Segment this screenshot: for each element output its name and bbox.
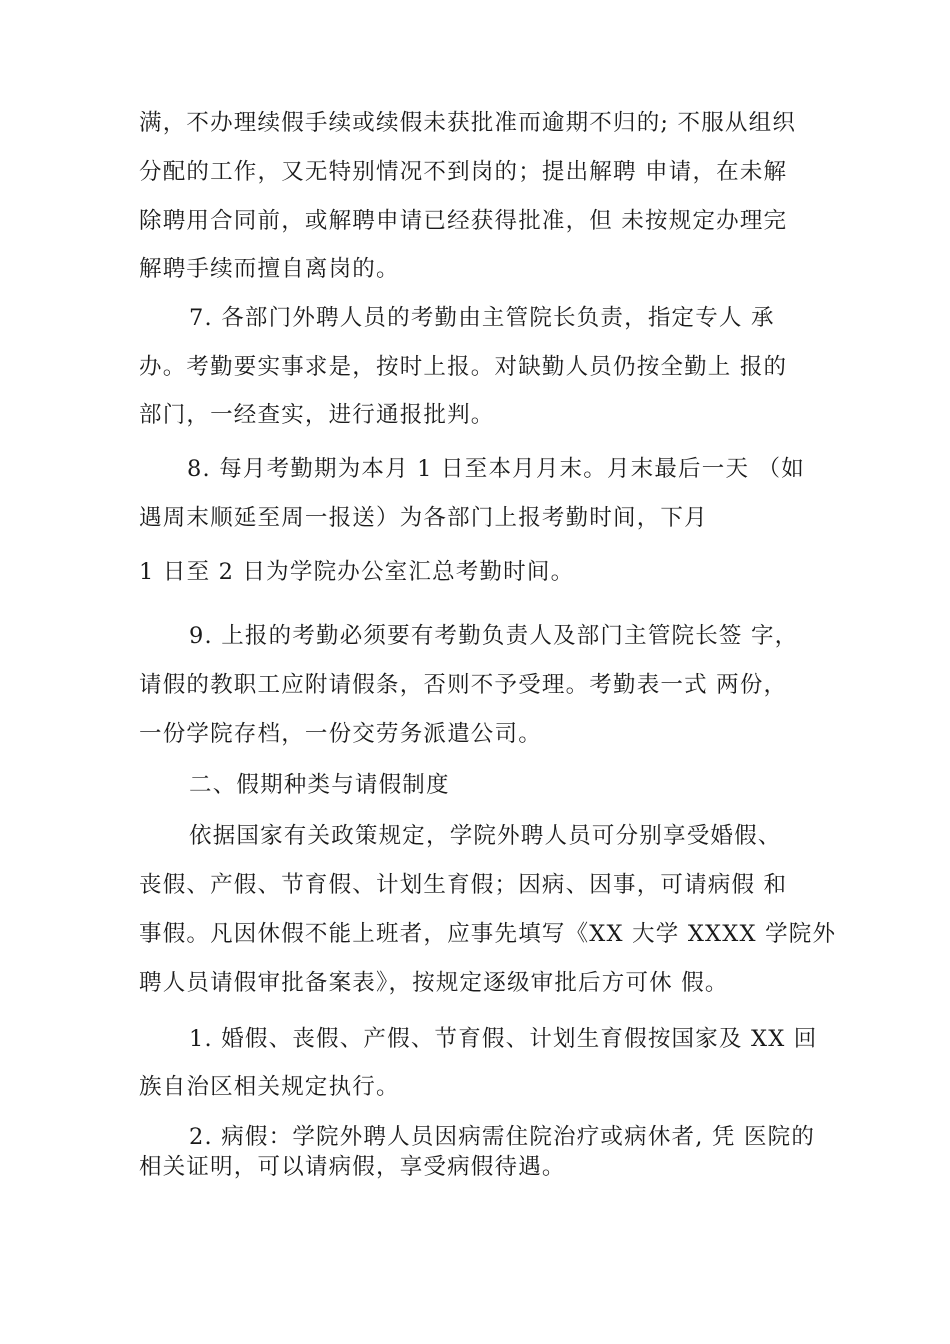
text-line: 事假。凡因休假不能上班者，应事先填写《XX 大学 XXXX 学院外 (139, 921, 837, 947)
section-heading: 二、假期种类与请假制度 (189, 772, 450, 798)
text-line: 8. 每月考勤期为本月 1 日至本月月末。月末最后一天 （如 (187, 456, 805, 482)
text-line: 满，不办理续假手续或续假未获批准而逾期不归的; 不服从组织 (139, 110, 797, 136)
text-line: 相关证明，可以请病假，享受病假待遇。 (139, 1154, 566, 1180)
text-line: 办。考勤要实事求是，按时上报。对缺勤人员仍按全勤上 报的 (139, 354, 788, 380)
text-line: 1. 婚假、丧假、产假、节育假、计划生育假按国家及 XX 回 (189, 1026, 818, 1052)
text-line: 丧假、产假、节育假、计划生育假；因病、因事，可请病假 和 (139, 872, 788, 898)
text-line: 部门，一经查实，进行通报批判。 (139, 402, 495, 428)
text-line: 依据国家有关政策规定，学院外聘人员可分别享受婚假、 (189, 823, 782, 849)
text-line: 聘人员请假审批备案表》，按规定逐级审批后方可休 假。 (139, 970, 729, 996)
text-line: 一份学院存档，一份交劳务派遣公司。 (139, 721, 542, 747)
text-line: 遇周末顺延至周一报送）为各部门上报考勤时间，下月 (139, 505, 708, 531)
text-line: 解聘手续而擅自离岗的。 (139, 256, 400, 282)
text-line: 1 日至 2 日为学院办公室汇总考勤时间。 (139, 559, 575, 585)
text-line: 分配的工作，又无特别情况不到岗的；提出解聘 申请，在未解 (139, 159, 788, 185)
text-line: 族自治区相关规定执行。 (139, 1074, 400, 1100)
text-line: 7. 各部门外聘人员的考勤由主管院长负责，指定专人 承 (189, 305, 775, 331)
text-line: 请假的教职工应附请假条，否则不予受理。考勤表一式 两份， (139, 672, 788, 698)
text-line: 2. 病假：学院外聘人员因病需住院治疗或病休者, 凭 医院的 (189, 1124, 816, 1150)
text-line: 除聘用合同前，或解聘申请已经获得批准，但 未按规定办理完 (139, 208, 788, 234)
text-line: 9. 上报的考勤必须要有考勤负责人及部门主管院长签 字， (189, 623, 799, 649)
